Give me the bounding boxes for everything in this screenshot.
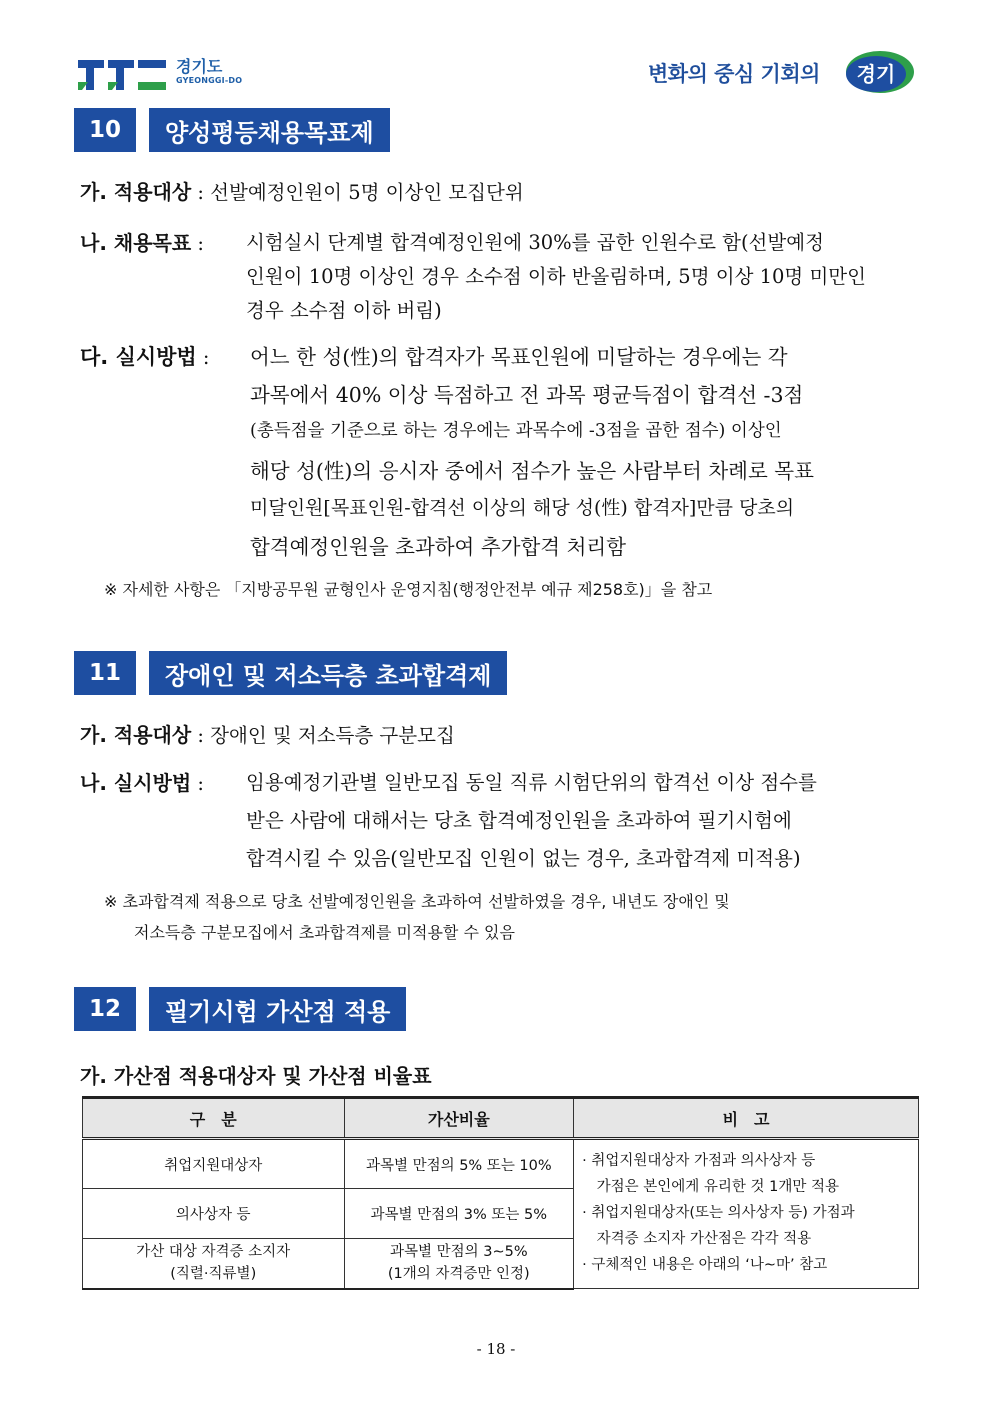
column-header: 가산비율	[344, 1098, 574, 1139]
bonus-points-table	[82, 1096, 919, 1290]
gyeonggi-logo-icon	[78, 58, 168, 92]
remarks-cell	[574, 1139, 919, 1289]
section-title: 필기시험 가산점 적용	[149, 987, 406, 1031]
item-text-line: 인원이 10명 이상인 경우 소수점 이하 반올림하며, 5명 이상 10명 미만인	[246, 265, 866, 288]
item-text-line: 시험실시 단계별 합격예정인원에 30%를 곱한 인원수로 함(선발예정	[246, 231, 824, 254]
table-row	[83, 1139, 919, 1189]
rate-cell: 과목별 만점의 3% 또는 5%	[344, 1189, 574, 1239]
slogan-badge-label: 경기	[856, 62, 896, 86]
item-label: 나. 실시방법	[80, 771, 192, 795]
rate-line: 과목별 만점의 3∼5%	[389, 1244, 528, 1261]
item-text-line: (총득점을 기준으로 하는 경우에는 과목수에 -3점을 곱한 점수) 이상인	[250, 421, 782, 441]
section-number: 11	[74, 651, 136, 695]
section-title: 장애인 및 저소득층 초과합격제	[149, 651, 507, 695]
item-text-line: 합격시킬 수 있음(일반모집 인원이 없는 경우, 초과합격제 미적용)	[246, 847, 801, 870]
remark-line: · 취업지원대상자 가점과 의사상자 등	[582, 1153, 816, 1169]
category-line: (직렬·직류별)	[170, 1266, 257, 1283]
remark-line: 자격증 소지자 가산점은 각각 적용	[582, 1231, 812, 1247]
category-cell: 의사상자 등	[83, 1189, 345, 1239]
section-title: 양성평등채용목표제	[149, 108, 390, 152]
rate-cell: 과목별 만점의 5% 또는 10%	[344, 1139, 574, 1189]
item-text-line: 해당 성(性)의 응시자 중에서 점수가 높은 사람부터 차례로 목표	[250, 459, 814, 483]
item-text-line: 받은 사람에 대해서는 당초 합격예정인원을 초과하여 필기시험에	[246, 809, 792, 832]
item-label-row: 다. 실시방법 :	[80, 345, 210, 369]
item-text-line: 합격예정인원을 초과하여 추가합격 처리함	[250, 535, 627, 559]
item-text-line: 경우 소수점 이하 버림)	[246, 299, 442, 322]
item-row: 가. 적용대상 : 선발예정인원이 5명 이상인 모집단위	[80, 180, 524, 204]
remark-line: · 취업지원대상자(또는 의사상자 등) 가점과	[582, 1205, 855, 1221]
rate-cell	[344, 1239, 574, 1289]
item-label: 가. 적용대상	[80, 180, 192, 204]
category-line: 가산 대상 자격증 소지자	[136, 1244, 291, 1261]
reference-note: ※ 초과합격제 적용으로 당초 선발예정인원을 초과하여 선발하였을 경우, 내년도 장애인 및	[104, 892, 730, 911]
item-text-line: 미달인원[목표인원-합격선 이상의 해당 성(性) 합격자]만큼 당초의	[250, 497, 795, 519]
section-number: 12	[74, 987, 136, 1031]
item-label: 다. 실시방법	[80, 345, 197, 369]
table-caption: 가. 가산점 적용대상자 및 가산점 비율표	[80, 1064, 432, 1088]
item-text: 선발예정인원이 5명 이상인 모집단위	[210, 181, 524, 204]
item-label: 가. 적용대상	[80, 723, 192, 747]
logo-text-english: GYEONGGI-DO	[176, 76, 243, 85]
rate-line: (1개의 자격증만 인정)	[387, 1266, 530, 1283]
reference-note: ※ 자세한 사항은 「지방공무원 균형인사 운영지침(행정안전부 예규 제258호)」을 참고	[104, 580, 713, 599]
item-text-line: 과목에서 40% 이상 득점하고 전 과목 평균득점이 합격선 -3점	[250, 383, 804, 407]
item-text-line: 어느 한 성(性)의 합격자가 목표인원에 미달하는 경우에는 각	[250, 345, 788, 369]
item-label: 나. 채용목표	[80, 231, 192, 255]
section-number: 10	[74, 108, 136, 152]
item-label-row: 나. 채용목표 :	[80, 231, 204, 255]
reference-note: 저소득층 구분모집에서 초과합격제를 미적용할 수 있음	[134, 923, 515, 942]
category-cell: 취업지원대상자	[83, 1139, 345, 1189]
remark-line: 가점은 본인에게 유리한 것 1개만 적용	[582, 1179, 839, 1195]
item-row: 가. 적용대상 : 장애인 및 저소득층 구분모집	[80, 723, 455, 747]
remark-line: · 구체적인 내용은 아래의 ‘나∼마’ 참고	[582, 1257, 828, 1273]
slogan-badge-icon	[840, 50, 916, 94]
column-header: 비 고	[574, 1098, 919, 1139]
slogan-text: 변화의 중심 기회의	[648, 62, 820, 86]
item-text-line: 임용예정기관별 일반모집 동일 직류 시험단위의 합격선 이상 점수를	[246, 771, 817, 794]
table-header-row	[83, 1098, 919, 1139]
logo-text-korean: 경기도	[176, 57, 223, 76]
category-cell	[83, 1239, 345, 1289]
page-number: - 18 -	[476, 1340, 516, 1358]
column-header: 구 분	[83, 1098, 345, 1139]
item-label-row: 나. 실시방법 :	[80, 771, 204, 795]
item-text: 장애인 및 저소득층 구분모집	[210, 724, 455, 747]
